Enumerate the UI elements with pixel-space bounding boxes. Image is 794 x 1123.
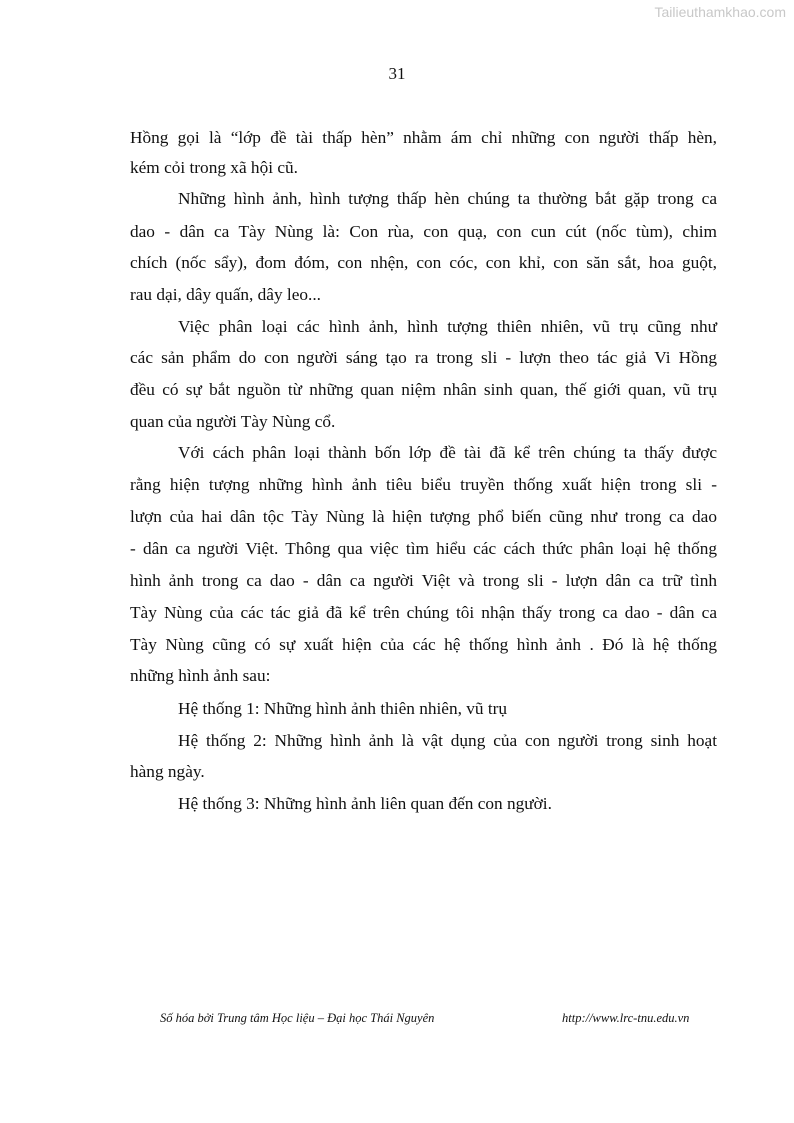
text-line: rằng hiện tượng những hình ảnh tiêu biểu truyền thống xuất hiện trong sli -	[130, 475, 717, 494]
page-number: 31	[388, 64, 406, 83]
text-line: hàng ngày.	[130, 762, 205, 781]
text-line: Tày Nùng của các tác giả đã kể trên chúng tôi nhận thấy trong ca dao - dân ca	[130, 603, 717, 622]
text-line: dao - dân ca Tày Nùng là: Con rùa, con quạ, con cun cút (nốc tùm), chim	[130, 222, 717, 241]
footer-source: Số hóa bởi Trung tâm Học liệu – Đại học Thái Nguyên	[160, 1011, 435, 1025]
text-line: kém cỏi trong xã hội cũ.	[130, 158, 298, 177]
text-line: Với cách phân loại thành bốn lớp đề tài đã kể trên chúng ta thấy được	[178, 443, 717, 462]
text-line: chích (nốc sẩy), đom đóm, con nhện, con cóc, con khỉ, con săn sắt, hoa guột,	[130, 253, 717, 272]
text-line: quan của người Tày Nùng cổ.	[130, 412, 336, 431]
text-line: Hệ thống 1: Những hình ảnh thiên nhiên, vũ trụ	[178, 699, 508, 718]
text-line: những hình ảnh sau:	[130, 666, 271, 685]
watermark: Tailieuthamkhao.com	[654, 4, 786, 20]
text-line: Hồng gọi là “lớp đề tài thấp hèn” nhằm ám chỉ những con người thấp hèn,	[130, 128, 717, 147]
text-line: Hệ thống 3: Những hình ảnh liên quan đến con người.	[178, 794, 552, 813]
text-line: Việc phân loại các hình ảnh, hình tượng thiên nhiên, vũ trụ cũng như	[178, 317, 717, 336]
text-line: các sản phẩm do con người sáng tạo ra trong sli - lượn theo tác giả Vi Hồng	[130, 348, 717, 367]
text-line: Những hình ảnh, hình tượng thấp hèn chúng ta thường bắt gặp trong ca	[178, 189, 717, 208]
text-line: đều có sự bắt nguồn từ những quan niệm nhân sinh quan, thế giới quan, vũ trụ	[130, 380, 717, 399]
text-line: lượn của hai dân tộc Tày Nùng là hiện tượng phổ biến cũng như trong ca dao	[130, 507, 717, 526]
text-line: - dân ca người Việt. Thông qua việc tìm hiểu các cách thức phân loại hệ thống	[130, 539, 717, 558]
text-line: hình ảnh trong ca dao - dân ca người Việt và trong sli - lượn dân ca trữ tình	[130, 571, 717, 590]
text-line: Hệ thống 2: Những hình ảnh là vật dụng của con người trong sinh hoạt	[178, 731, 717, 750]
text-line: rau dại, dây quấn, dây leo...	[130, 285, 321, 304]
footer-url[interactable]: http://www.lrc-tnu.edu.vn	[562, 1011, 690, 1025]
text-line: Tày Nùng cũng có sự xuất hiện của các hệ thống hình ảnh . Đó là hệ thống	[130, 635, 717, 654]
